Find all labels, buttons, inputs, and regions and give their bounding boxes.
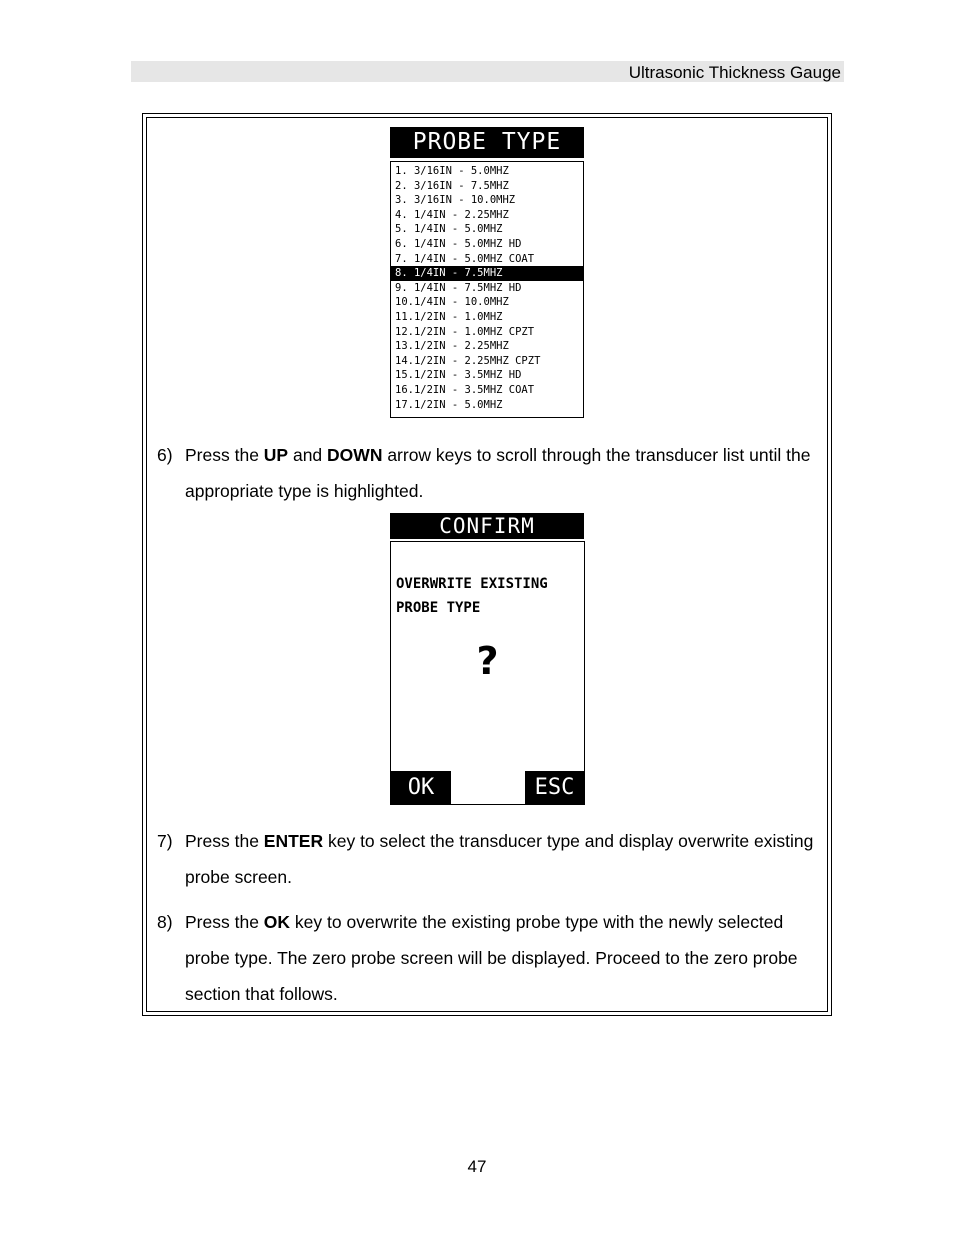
probe-list-item: 1. 3/16IN - 5.0MHZ bbox=[395, 165, 509, 177]
question-mark-icon: ? bbox=[476, 639, 499, 683]
probe-list-item: 14.1/2IN - 2.25MHZ CPZT bbox=[395, 354, 541, 367]
probe-list-item: 6. 1/4IN - 5.0MHZ HD bbox=[395, 238, 522, 250]
probe-list-item: 11.1/2IN - 1.0MHZ bbox=[395, 311, 503, 323]
probe-list-item: 2. 3/16IN - 7.5MHZ bbox=[395, 179, 509, 192]
running-header bbox=[131, 61, 844, 82]
text: and bbox=[288, 445, 328, 465]
confirm-message-line-2: PROBE TYPE bbox=[396, 600, 481, 616]
probe-list-item: 17.1/2IN - 5.0MHZ bbox=[395, 398, 503, 411]
key-name: OK bbox=[263, 912, 291, 932]
step-6 bbox=[157, 437, 817, 509]
probe-list-item: 3. 3/16IN - 10.0MHZ bbox=[395, 194, 516, 207]
step-number: 7) bbox=[157, 831, 173, 851]
probe-list-item: 10.1/4IN - 10.0MHZ bbox=[395, 296, 509, 309]
text: key to overwrite the existing probe type with the newly selected probe type. The zero probe screen will be displayed. Proceed to the zero probe section that follows. bbox=[185, 912, 798, 1004]
step-text bbox=[185, 904, 817, 1012]
probe-type-list bbox=[390, 161, 584, 418]
confirm-screen-title: CONFIRM bbox=[390, 513, 584, 539]
confirm-screen bbox=[390, 541, 585, 805]
step-number: 6) bbox=[157, 445, 173, 465]
step-7 bbox=[157, 823, 817, 895]
step-8 bbox=[157, 904, 817, 1012]
header-title: Ultrasonic Thickness Gauge bbox=[628, 63, 841, 82]
key-name: UP bbox=[263, 445, 289, 465]
probe-list-item: 4. 1/4IN - 2.25MHZ bbox=[395, 208, 509, 221]
probe-list-item: 5. 1/4IN - 5.0MHZ bbox=[395, 223, 503, 236]
page-number: 47 bbox=[467, 1157, 487, 1176]
esc-softkey: ESC bbox=[525, 771, 584, 804]
probe-list-item: 12.1/2IN - 1.0MHZ CPZT bbox=[395, 325, 535, 338]
step-text bbox=[185, 823, 817, 895]
key-name: ENTER bbox=[263, 831, 324, 851]
confirm-message-line-1: OVERWRITE EXISTING bbox=[396, 576, 548, 592]
text: arrow keys to scroll through the transducer list until the appropriate type is highlighted. bbox=[185, 445, 811, 501]
probe-type-screen-title: PROBE TYPE bbox=[390, 127, 584, 158]
probe-list-item: 16.1/2IN - 3.5MHZ COAT bbox=[395, 384, 535, 396]
text: key to select the transducer type and display overwrite existing probe screen. bbox=[185, 831, 814, 887]
key-name: DOWN bbox=[327, 445, 383, 465]
probe-list-item: 9. 1/4IN - 7.5MHZ HD bbox=[395, 281, 522, 294]
step-number: 8) bbox=[157, 912, 173, 932]
text: Press the bbox=[185, 445, 264, 465]
probe-list-item: 15.1/2IN - 3.5MHZ HD bbox=[395, 369, 522, 382]
probe-list-item: 7. 1/4IN - 5.0MHZ COAT bbox=[395, 252, 535, 265]
text: Press the bbox=[185, 912, 264, 932]
ok-softkey: OK bbox=[391, 771, 451, 804]
probe-list-item: 13.1/2IN - 2.25MHZ bbox=[395, 340, 509, 353]
step-text bbox=[185, 437, 817, 509]
text: Press the bbox=[185, 831, 264, 851]
probe-list-item: 8. 1/4IN - 7.5MHZ bbox=[391, 266, 583, 281]
